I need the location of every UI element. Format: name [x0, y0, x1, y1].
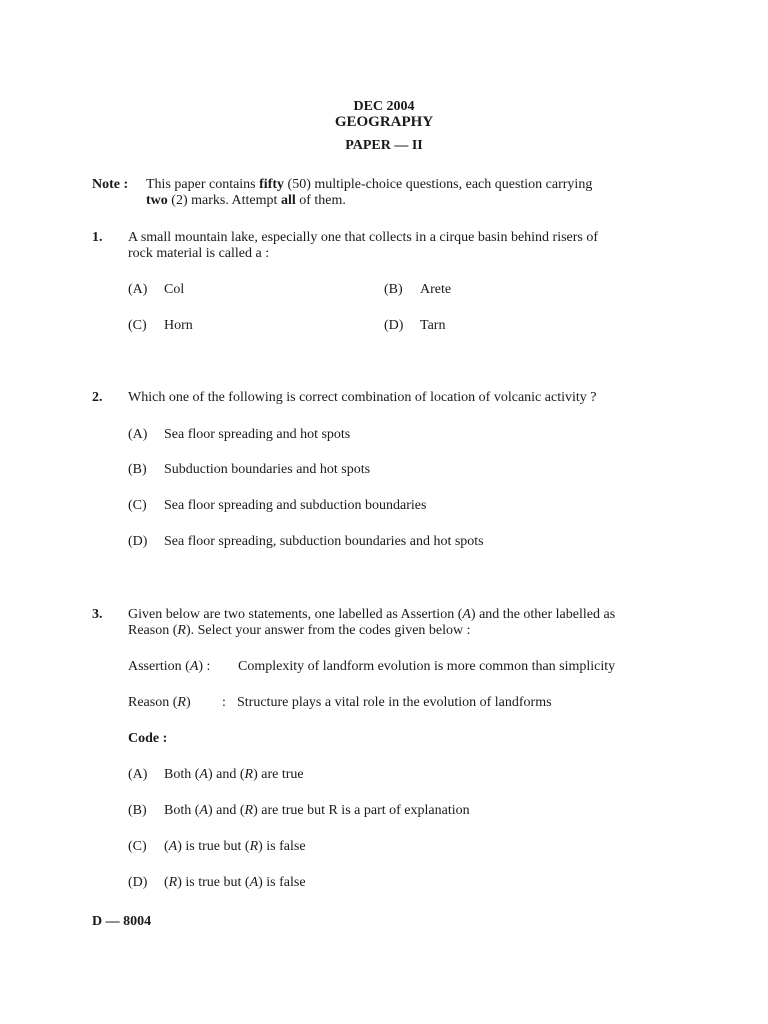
question-1-text-line-1: A small mountain lake, especially one that collects in a cirque basin behind risers of	[128, 230, 599, 245]
assertion-text: Complexity of landform evolution is more common than simplicity	[238, 659, 616, 674]
reason-label: Reason (R)	[128, 695, 191, 710]
q2-option-d-label: (D)	[128, 534, 148, 549]
q3-option-c-text: (A) is true but (R) is false	[164, 839, 306, 854]
question-3-text-line-1: Given below are two statements, one labelled as Assertion (A) and the other labelled as	[128, 607, 616, 622]
note-label: Note :	[92, 177, 129, 192]
question-2-number: 2.	[92, 390, 103, 405]
note-line-2: two (2) marks. Attempt all of them.	[146, 193, 346, 208]
q1-option-d-label: (D)	[384, 318, 404, 333]
q2-option-d-text: Sea floor spreading, subduction boundaries and hot spots	[164, 534, 484, 549]
question-2-text: Which one of the following is correct combination of location of volcanic activity ?	[128, 390, 597, 405]
reason-text: Structure plays a vital role in the evolution of landforms	[237, 695, 552, 710]
q2-option-b-text: Subduction boundaries and hot spots	[164, 462, 371, 477]
question-3-text-line-2: Reason (R). Select your answer from the codes given below :	[128, 623, 471, 638]
reason-colon: :	[222, 695, 226, 710]
q3-option-d-label: (D)	[128, 875, 148, 890]
q2-option-a-label: (A)	[128, 427, 148, 442]
q3-option-b-label: (B)	[128, 803, 147, 818]
q3-option-c-label: (C)	[128, 839, 147, 854]
question-1-number: 1.	[92, 230, 103, 245]
q2-option-c-label: (C)	[128, 498, 147, 513]
q3-option-a-text: Both (A) and (R) are true	[164, 767, 304, 782]
q1-option-a-label: (A)	[128, 282, 148, 297]
q1-option-c-label: (C)	[128, 318, 147, 333]
question-1-text-line-2: rock material is called a :	[128, 246, 270, 261]
paper-code: D — 8004	[92, 914, 152, 929]
assertion-label: Assertion (A) :	[128, 659, 211, 674]
q1-option-b-text: Arete	[420, 282, 452, 297]
paper-number: PAPER — II	[345, 138, 423, 153]
code-label: Code :	[128, 731, 168, 746]
exam-session: DEC 2004	[353, 99, 415, 114]
note-line-1: This paper contains fifty (50) multiple-choice questions, each question carrying	[146, 177, 593, 192]
q2-option-c-text: Sea floor spreading and subduction boundaries	[164, 498, 427, 513]
question-3-number: 3.	[92, 607, 103, 622]
q3-option-b-text: Both (A) and (R) are true but R is a part of explanation	[164, 803, 470, 818]
subject-title: GEOGRAPHY	[334, 114, 434, 130]
q2-option-a-text: Sea floor spreading and hot spots	[164, 427, 351, 442]
q2-option-b-label: (B)	[128, 462, 147, 477]
q1-option-c-text: Horn	[164, 318, 193, 333]
q1-option-b-label: (B)	[384, 282, 403, 297]
q3-option-d-text: (R) is true but (A) is false	[164, 875, 306, 890]
q3-option-a-label: (A)	[128, 767, 148, 782]
q1-option-a-text: Col	[164, 282, 185, 297]
q1-option-d-text: Tarn	[420, 318, 446, 333]
